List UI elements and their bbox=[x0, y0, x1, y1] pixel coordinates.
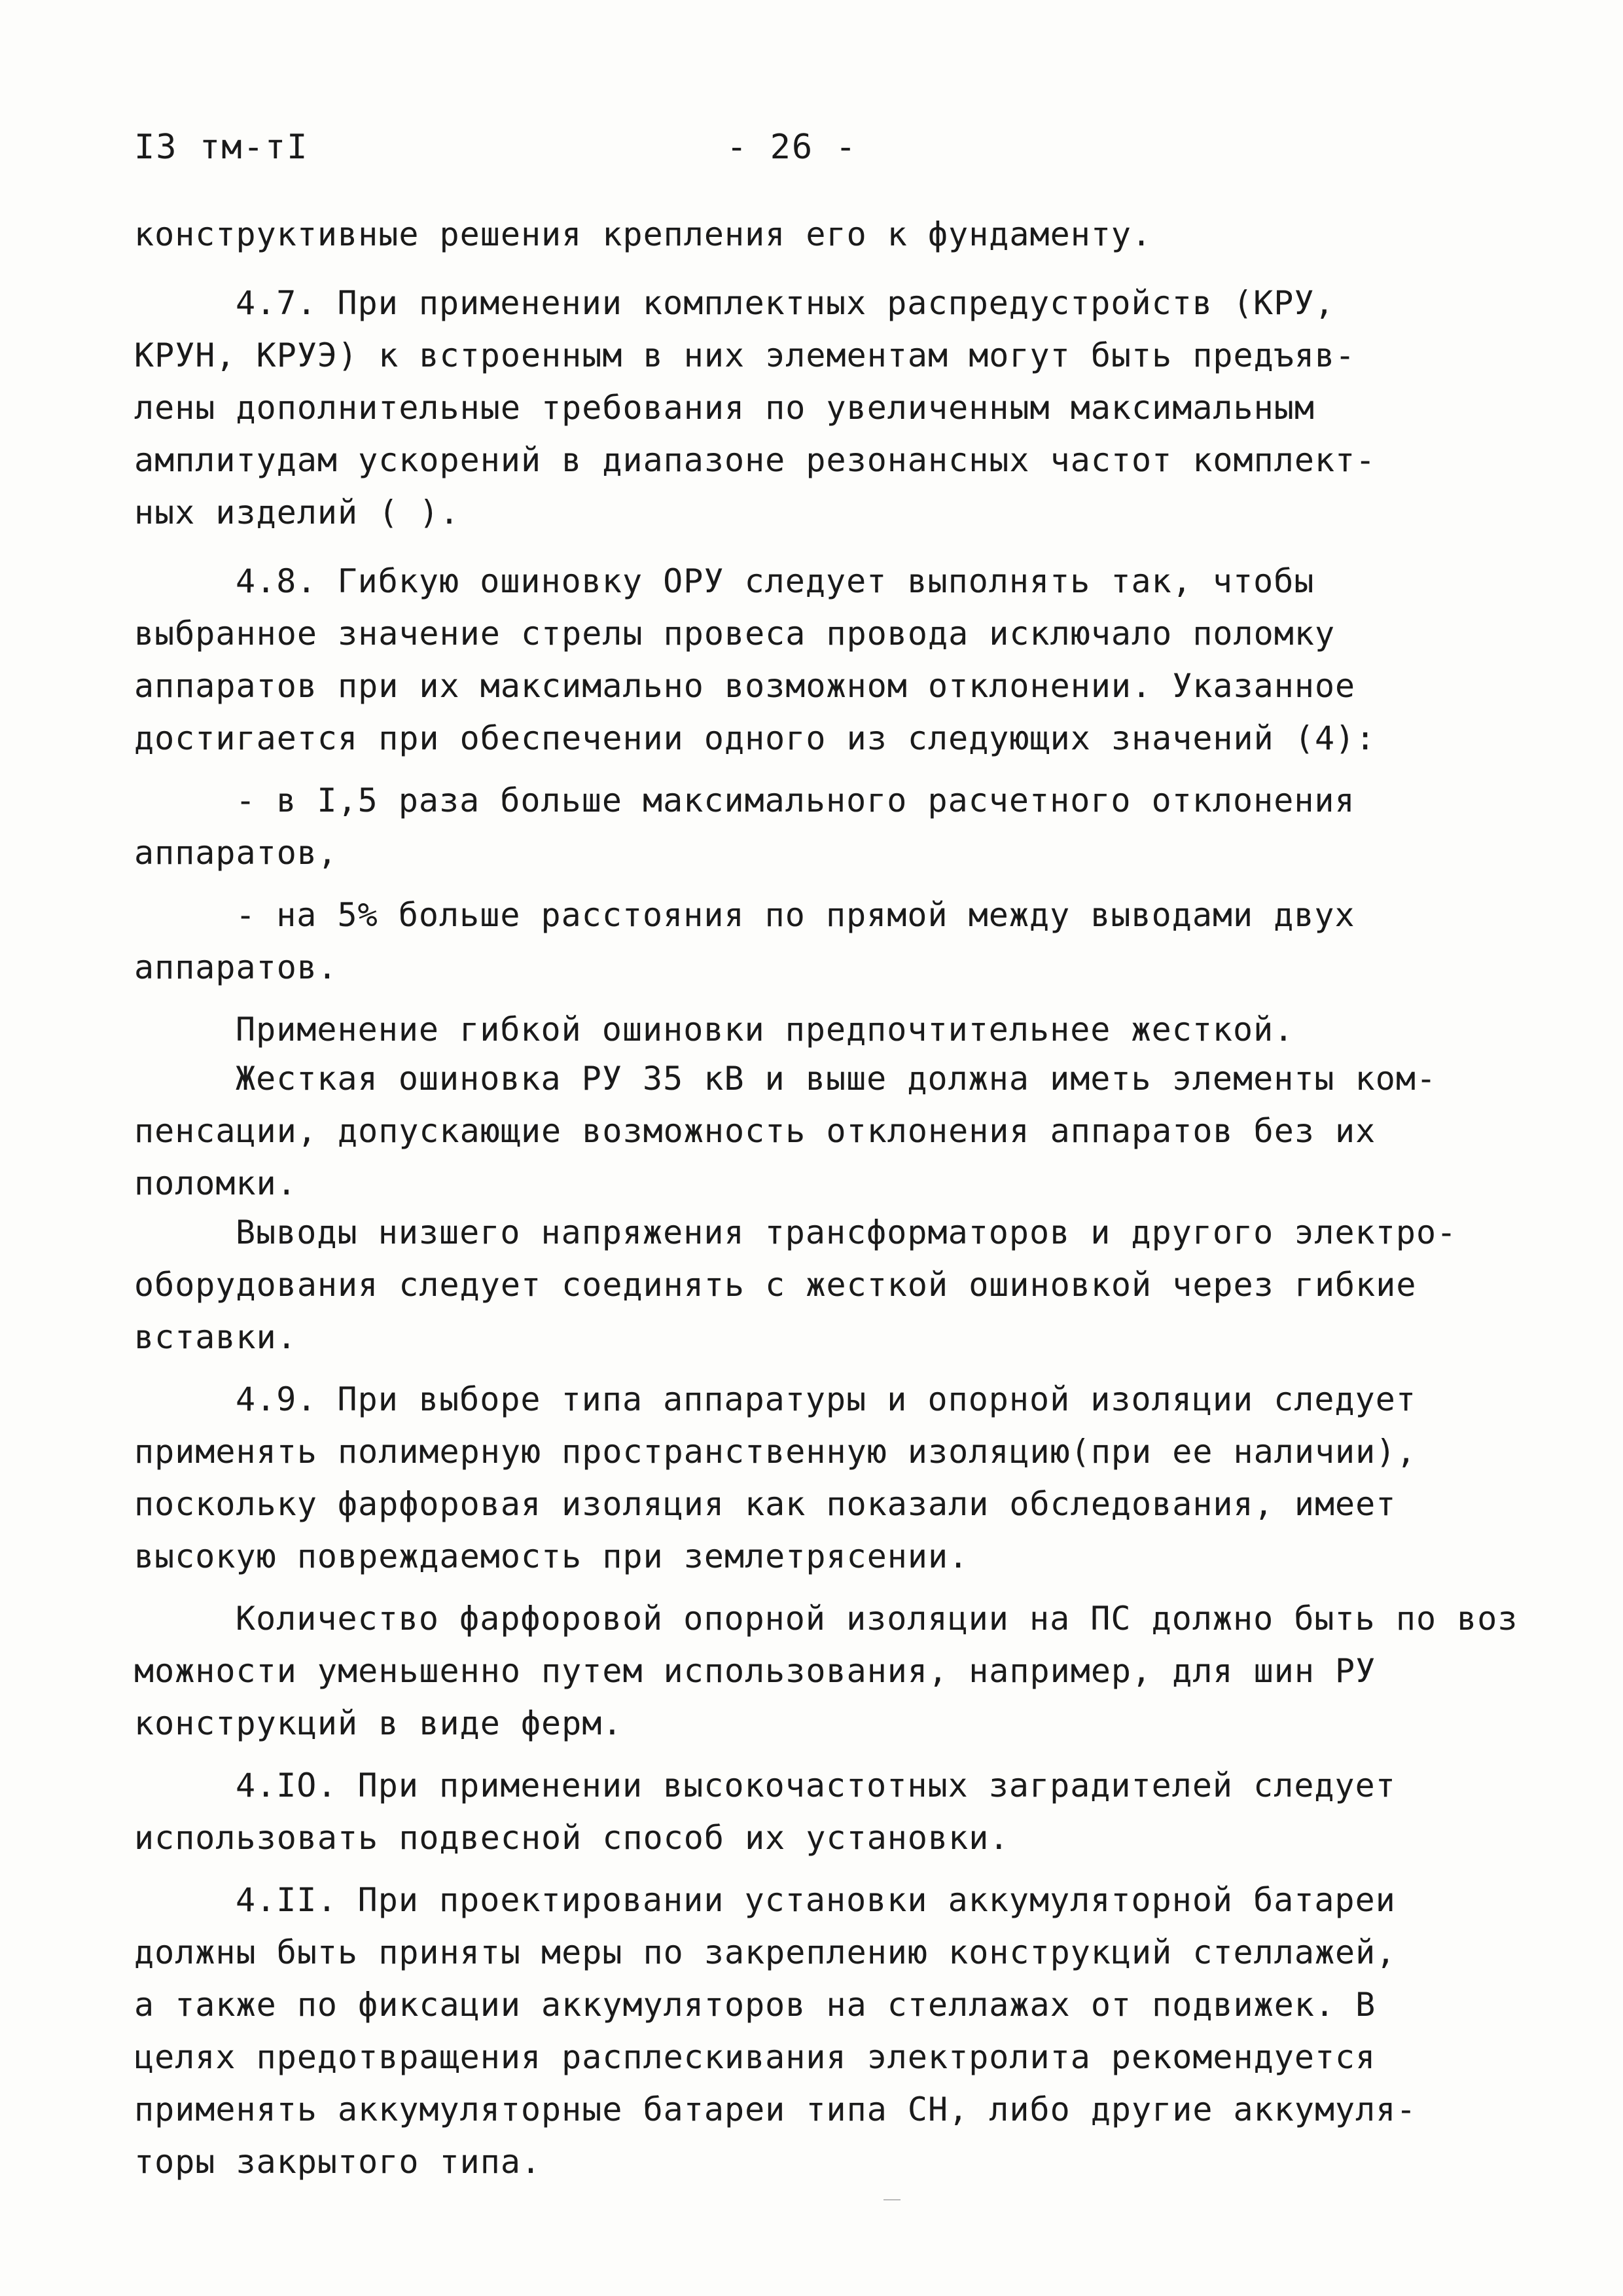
paragraph-start: Количество фарфоровой опорной изоляции на ПС должно быть по воз bbox=[236, 1600, 1518, 1638]
paragraph-start-4-7: 4.7. При применении комплектных распредустройств (КРУ, bbox=[236, 284, 1335, 322]
document-code: I3 тм-тI bbox=[134, 128, 309, 167]
text-line: конструктивные решения крепления его к фундаменту. bbox=[134, 215, 1152, 253]
text-line: применять аккумуляторные батареи типа СН, либо другие аккумуля- bbox=[134, 2090, 1417, 2128]
text-line: торы закрытого типа. bbox=[134, 2143, 542, 2181]
list-item-1: - в I,5 раза больше максимального расчетного отклонения bbox=[236, 781, 1355, 819]
paragraph-start-4-9: 4.9. При выборе типа аппаратуры и опорной изоляции следует bbox=[236, 1380, 1416, 1418]
scan-mark bbox=[883, 2199, 901, 2200]
text-line: применять полимерную пространственную изоляцию(при ее наличии), bbox=[134, 1433, 1417, 1471]
text-line: а также по фиксации аккумуляторов на стеллажах от подвижек. В bbox=[134, 1986, 1376, 2024]
text-line: можности уменьшенно путем использования, например, для шин РУ bbox=[134, 1652, 1376, 1690]
text-line: должны быть приняты меры по закреплению конструкций стеллажей, bbox=[134, 1933, 1397, 1971]
text-line: лены дополнительные требования по увеличенным максимальным bbox=[134, 389, 1315, 427]
text-line: КРУН, КРУЭ) к встроенным в них элементам могут быть предъяв- bbox=[134, 336, 1356, 374]
list-item-2: - на 5% больше расстояния по прямой между выводами двух bbox=[236, 896, 1355, 934]
paragraph-start-4-8: 4.8. Гибкую ошиновку ОРУ следует выполнять так, чтобы bbox=[236, 562, 1315, 600]
text-line: высокую повреждаемость при землетрясении. bbox=[134, 1537, 969, 1575]
paragraph-start: Применение гибкой ошиновки предпочтительнее жесткой. bbox=[236, 1011, 1294, 1049]
text-line: целях предотвращения расплескивания электролита рекомендуется bbox=[134, 2038, 1376, 2076]
text-line: поломки. bbox=[134, 1164, 297, 1202]
paragraph-start-4-10: 4.IO. При применении высокочастотных заградителей следует bbox=[236, 1767, 1396, 1804]
paragraph-start: Выводы низшего напряжения трансформаторов и другого электро- bbox=[236, 1213, 1457, 1251]
text-line: достигается при обеспечении одного из следующих значений (4): bbox=[134, 719, 1376, 757]
text-line: аппаратов, bbox=[134, 834, 338, 872]
text-line: ных изделий ( ). bbox=[134, 493, 460, 531]
text-line: поскольку фарфоровая изоляция как показали обследования, имеет bbox=[134, 1485, 1397, 1523]
text-line: пенсации, допускающие возможность отклонения аппаратов без их bbox=[134, 1112, 1376, 1150]
text-line: использовать подвесной способ их установки. bbox=[134, 1819, 1010, 1857]
text-line: амплитудам ускорений в диапазоне резонансных частот комплект- bbox=[134, 441, 1376, 479]
text-line: аппаратов. bbox=[134, 948, 338, 986]
text-line: выбранное значение стрелы провеса провода исключало поломку bbox=[134, 615, 1336, 653]
text-line: аппаратов при их максимально возможном отклонении. Указанное bbox=[134, 667, 1356, 705]
text-line: конструкций в виде ферм. bbox=[134, 1704, 623, 1742]
text-line: вставки. bbox=[134, 1318, 297, 1356]
text-line: оборудования следует соединять с жесткой ошиновкой через гибкие bbox=[134, 1266, 1417, 1304]
paragraph-start: Жесткая ошиновка РУ 35 кВ и выше должна иметь элементы ком- bbox=[236, 1060, 1437, 1098]
paragraph-start-4-11: 4.II. При проектировании установки аккумуляторной батареи bbox=[236, 1881, 1396, 1919]
page-number: - 26 - bbox=[726, 128, 857, 167]
